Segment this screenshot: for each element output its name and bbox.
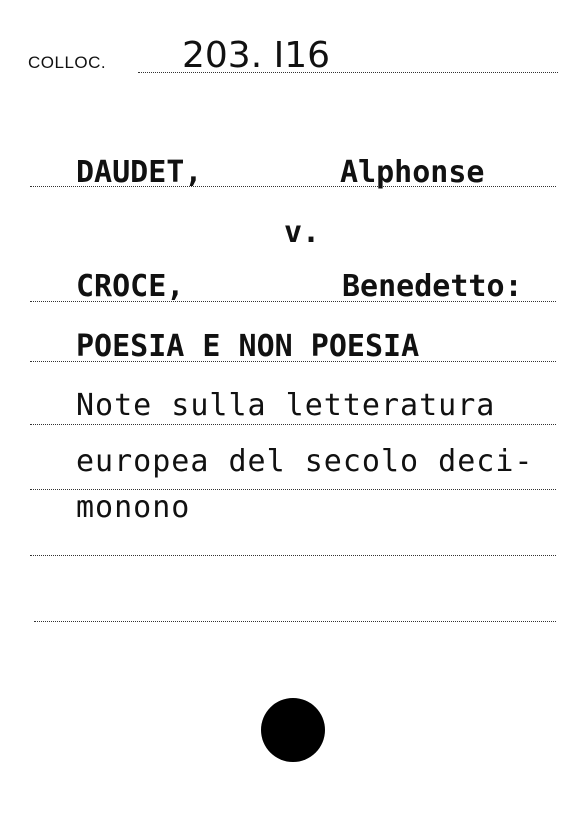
empty-dotted-line-2 <box>34 621 556 622</box>
subtitle-line-3: monono <box>76 490 191 525</box>
author-given-name: Alphonse <box>340 155 485 190</box>
subtitle-line-2: europea del secolo deci- <box>76 444 534 479</box>
related-author-surname: CROCE, <box>76 269 185 304</box>
author-surname: DAUDET, <box>76 155 203 190</box>
related-author-given-name: Benedetto: <box>342 269 523 304</box>
punch-hole <box>261 698 325 762</box>
colloc-number: 203. I16 <box>182 35 331 76</box>
see-reference: v. <box>284 215 321 250</box>
subtitle-dotted-line-1 <box>30 424 556 425</box>
colloc-label: COLLOC. <box>28 53 107 72</box>
book-title: POESIA E NON POESIA <box>76 329 420 364</box>
subtitle-line-1: Note sulla letteratura <box>76 388 496 423</box>
empty-dotted-line-1 <box>30 555 556 556</box>
